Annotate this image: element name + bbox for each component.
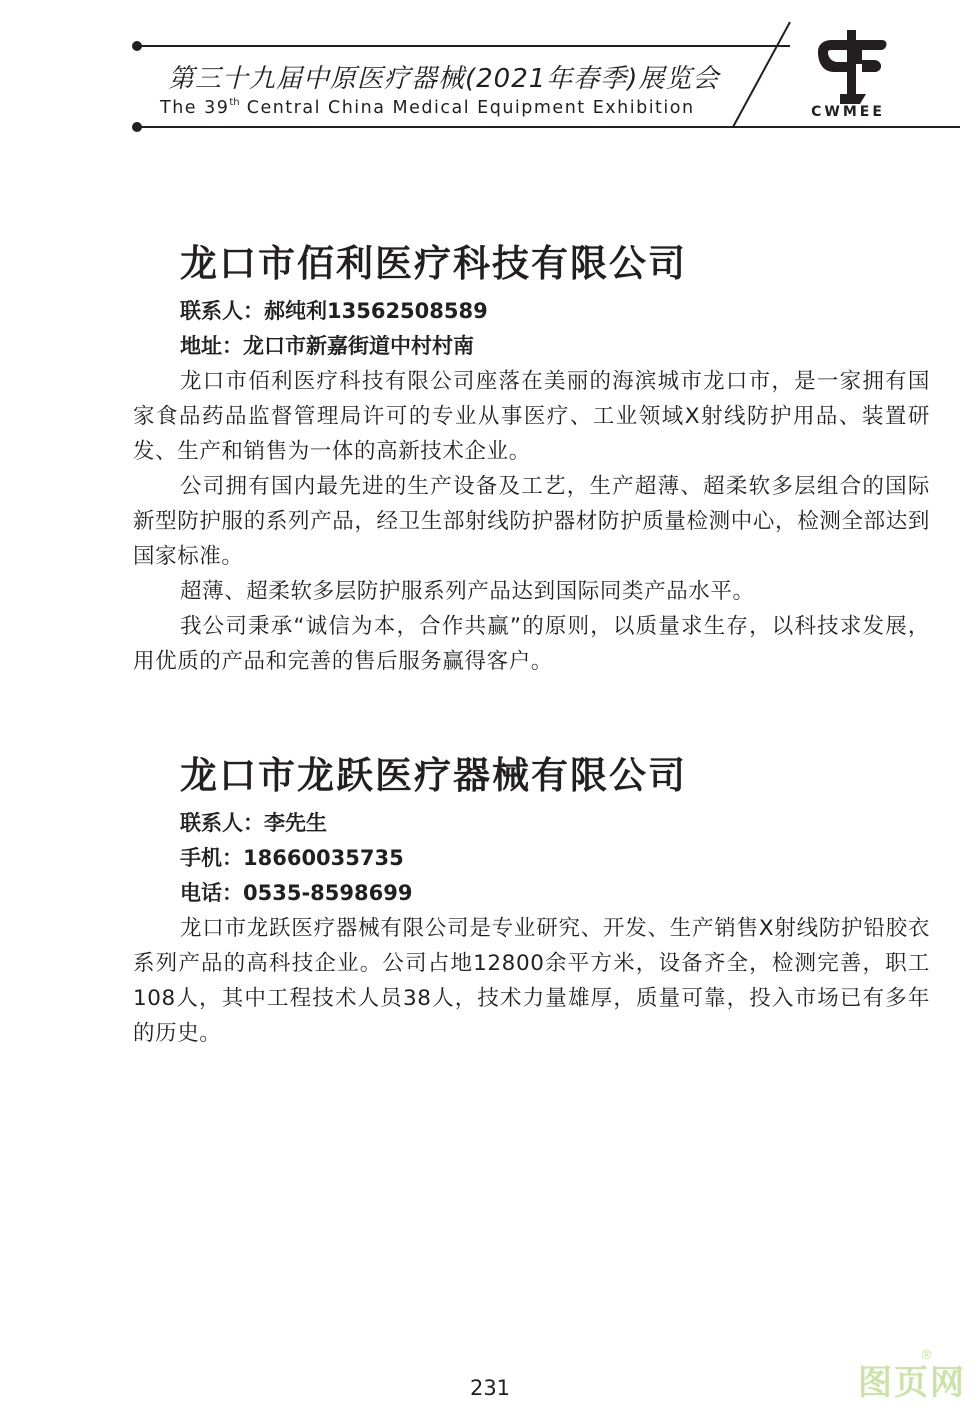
page-number: 231 <box>469 1376 511 1400</box>
logo-text: CWMEE <box>811 104 885 120</box>
company-entry-longyue <box>133 748 930 1051</box>
registered-mark: ® <box>920 1348 933 1363</box>
company-name: 龙口市龙跃医疗器械有限公司 <box>180 754 687 797</box>
company-description-paragraph: 龙口市龙跃医疗器械有限公司是专业研究、开发、生产销售X射线防护铅胶衣系列产品的高科技企业。公司占地12800余平方米，设备齐全，检测完善，职工108人，其中工程技术人员38人，技术力量雄厚，质量可靠，投入市场已有多年的历史。 <box>133 916 930 1046</box>
contact-person: 联系人：郝纯利13562508589 <box>180 299 488 323</box>
exhibition-title-english: The 39th Central China Medical Equipment Exhibition <box>160 97 695 118</box>
company-description-paragraph: 超薄、超柔软多层防护服系列产品达到国际同类产品水平。 <box>180 579 755 604</box>
company-description-paragraph: 我公司秉承“诚信为本，合作共赢”的原则，以质量求生存，以科技求发展，用优质的产品和完善的售后服务赢得客户。 <box>133 614 930 674</box>
page-header <box>0 0 980 140</box>
company-address: 地址：龙口市新嘉街道中村村南 <box>180 334 474 358</box>
company-description-paragraph: 龙口市佰利医疗科技有限公司座落在美丽的海滨城市龙口市，是一家拥有国家食品药品监督管理局许可的专业从事医疗、工业领域X射线防护用品、装置研发、生产和销售为一体的高新技术企业。 <box>133 369 930 464</box>
exhibition-title-chinese: 第三十九届中原医疗器械(2021年春季)展览会 <box>168 64 720 94</box>
contact-person: 联系人：李先生 <box>180 811 327 835</box>
telephone: 电话：0535-8598699 <box>180 881 413 905</box>
company-description-paragraph: 公司拥有国内最先进的生产设备及工艺，生产超薄、超柔软多层组合的国际新型防护服的系列产品，经卫生部射线防护器材防护质量检测中心，检测全部达到国家标准。 <box>133 474 930 569</box>
watermark-text: 图页网 <box>858 1363 966 1403</box>
company-entry-baili <box>133 236 930 679</box>
company-name: 龙口市佰利医疗科技有限公司 <box>180 242 687 285</box>
mobile-phone: 手机：18660035735 <box>180 846 404 870</box>
